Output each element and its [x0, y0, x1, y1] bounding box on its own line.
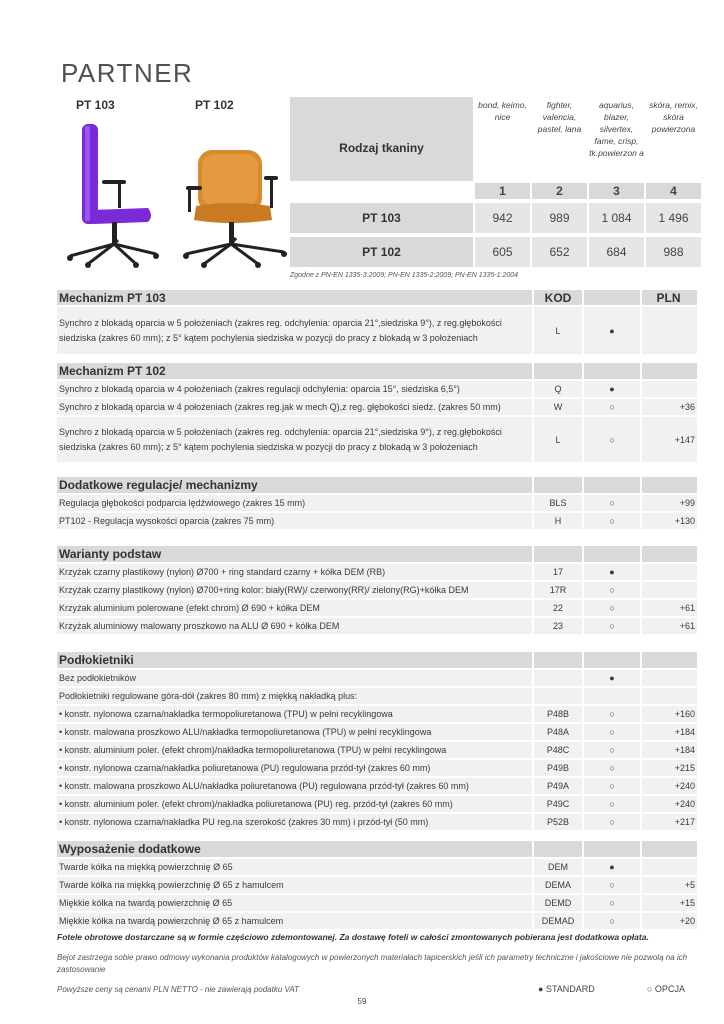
option-description: PT102 - Regulacja wysokości oparcia (zakres 75 mm) [57, 513, 532, 529]
option-code: Q [534, 381, 582, 397]
price-value: 989 [532, 203, 587, 233]
option-price: +184 [642, 724, 697, 740]
option-description: Synchro z blokadą oparcia w 4 położeniach (zakres regulacji odchylenia: oparcia 15°, siedziska 6,5°) [57, 381, 532, 397]
group-spacer [290, 183, 473, 199]
option-code: DEMA [534, 877, 582, 893]
option-row [57, 618, 701, 634]
option-row [57, 724, 701, 740]
option-code: L [534, 307, 582, 354]
section-armrests [57, 652, 701, 832]
option-code: P48B [534, 706, 582, 722]
option-price: +217 [642, 814, 697, 830]
model-label-pt102: PT 102 [195, 98, 234, 112]
option-row [57, 670, 701, 686]
standard-option-marker: ○ [584, 895, 640, 911]
option-code: DEMAD [534, 913, 582, 929]
section-title: Wyposażenie dodatkowe [57, 841, 532, 857]
option-price [642, 582, 697, 598]
option-price: +184 [642, 742, 697, 758]
option-row [57, 796, 701, 812]
standard-option-marker: ● [584, 859, 640, 875]
option-row [57, 895, 701, 911]
chair-image-pt102 [180, 148, 290, 268]
standard-option-marker: ● [584, 670, 640, 686]
option-description: Synchro z blokadą oparcia w 5 położeniach (zakres reg. odchylenia: oparcia 21°,siedziska 9°), z reg.głębokości siedziska (zakres 60 mm); z 5° kątem pochylenia siedziska w pozycji do pracy z blokadą w 3 położeniach [57, 307, 532, 354]
option-price: +240 [642, 796, 697, 812]
standard-option-marker: ○ [584, 913, 640, 929]
section-title: Dodatkowe regulacje/ mechanizmy [57, 477, 532, 493]
option-row [57, 417, 701, 462]
option-code: P48C [534, 742, 582, 758]
column-header-price: PLN [642, 290, 697, 305]
option-code: P52B [534, 814, 582, 830]
price-row-label: PT 102 [290, 237, 473, 267]
option-description: Krzyżak czarny plastikowy (nylon) Ø700 + ring standard czarny + kółka DEM (RB) [57, 564, 532, 580]
price-value: 988 [646, 237, 701, 267]
legend-standard: ● STANDARD [538, 984, 595, 994]
standard-option-marker: ○ [584, 724, 640, 740]
model-label-pt103: PT 103 [76, 98, 115, 112]
option-code: DEMD [534, 895, 582, 911]
option-row [57, 706, 701, 722]
option-row [57, 513, 701, 529]
standard-option-marker: ○ [584, 618, 640, 634]
option-row [57, 778, 701, 794]
standard-option-marker: ○ [584, 742, 640, 758]
standard-option-marker: ● [584, 381, 640, 397]
option-row [57, 399, 701, 415]
column-header-mark [584, 290, 640, 305]
price-table-header-row [290, 97, 701, 181]
legend-option: ○ OPCJA [647, 984, 685, 994]
section-base-variants [57, 546, 701, 636]
delivery-note: Fotele obrotowe dostarczane są w formie częściowo zdemontowanej. Za dostawę foteli w całości zmontowanych pobierana jest dodatkowa opłata. [57, 932, 649, 942]
option-code: BLS [534, 495, 582, 511]
option-description: Podłokietniki regulowane góra-dół (zakres 80 mm) z miękką nakładką plus: [57, 688, 532, 704]
option-description: Miękkie kółka na twardą powierzchnię Ø 65 [57, 895, 532, 911]
option-description: Krzyżak aluminiowy malowany proszkowo na ALU Ø 690 + kółka DEM [57, 618, 532, 634]
standard-option-marker: ○ [584, 778, 640, 794]
section-header [57, 546, 701, 562]
option-price: +160 [642, 706, 697, 722]
option-code: H [534, 513, 582, 529]
option-price: +5 [642, 877, 697, 893]
standards-note: Zgodne z PN-EN 1335-3:2009; PN-EN 1335-2:2009; PN-EN 1335-1:2004 [290, 272, 519, 279]
option-code [534, 670, 582, 686]
section-header [57, 363, 701, 379]
price-row-label: PT 103 [290, 203, 473, 233]
option-description: Krzyżak aluminium polerowane (efekt chrom) Ø 690 + kółka DEM [57, 600, 532, 616]
standard-option-marker: ○ [584, 760, 640, 776]
option-description: Miękkie kółka na twardą powierzchnię Ø 65 z hamulcem [57, 913, 532, 929]
option-price: +215 [642, 760, 697, 776]
disclaimer-note: Bejot zastrzega sobie prawo odmowy wykonania produktów katalogowych w powierzonych materiałach tapicerskich jeśli ich parametry techniczne i jakościowe nie pozwolą na ich zastosowanie [57, 953, 688, 974]
section-extra-adjustments [57, 477, 701, 531]
option-price: +240 [642, 778, 697, 794]
option-price: +15 [642, 895, 697, 911]
option-price [642, 307, 697, 354]
standard-option-marker: ○ [584, 513, 640, 529]
option-row [57, 877, 701, 893]
option-code: 23 [534, 618, 582, 634]
option-description: Bez podłokietników [57, 670, 532, 686]
option-code: 17R [534, 582, 582, 598]
option-row [57, 742, 701, 758]
section-header [57, 290, 701, 305]
option-code: 22 [534, 600, 582, 616]
option-description: • konstr. aluminium poler. (efekt chrom)/nakładka termopoliuretanowa (TPU) w pełni recyklingowa [57, 742, 532, 758]
standard-option-marker: ○ [584, 706, 640, 722]
price-value: 1 084 [589, 203, 644, 233]
option-description: Twarde kółka na miękką powierzchnię Ø 65 [57, 859, 532, 875]
option-code: P48A [534, 724, 582, 740]
price-table-group-row [290, 183, 701, 199]
page-number: 59 [357, 997, 367, 1006]
section-title: Warianty podstaw [57, 546, 532, 562]
fabric-type-label: Rodzaj tkaniny [290, 97, 473, 181]
option-description: • konstr. nylonowa czarna/nakładka poliuretanowa (PU) regulowana przód-tył (zakres 60 mm) [57, 760, 532, 776]
option-code: P49C [534, 796, 582, 812]
fabric-group-4-names: skóra, remix, skóra powierzona [646, 97, 701, 181]
section-title: Mechanizm PT 103 [57, 290, 532, 305]
option-row [57, 760, 701, 776]
column-header-code: KOD [534, 290, 582, 305]
group-number: 1 [475, 183, 530, 199]
chair-image-pt103 [60, 118, 160, 268]
option-description: • konstr. nylonowa czarna/nakładka PU reg.na szerokość (zakres 30 mm) i przód-tył (50 mm) [57, 814, 532, 830]
section-title: Mechanizm PT 102 [57, 363, 532, 379]
price-value: 652 [532, 237, 587, 267]
standard-option-marker: ○ [584, 399, 640, 415]
option-price: +61 [642, 618, 697, 634]
option-price [642, 859, 697, 875]
option-code: 17 [534, 564, 582, 580]
price-value: 1 496 [646, 203, 701, 233]
option-row [57, 495, 701, 511]
option-description: • konstr. aluminium poler. (efekt chrom)/nakładka poliuretanowa (PU) reg. przód-tył (zakres 60 mm) [57, 796, 532, 812]
standard-option-marker: ○ [584, 495, 640, 511]
price-row-pt103 [290, 203, 701, 233]
price-table [290, 97, 701, 269]
section-mech-pt102 [57, 363, 701, 464]
option-description: • konstr. malowana proszkowo ALU/nakładka poliuretanowa (PU) regulowana przód-tył (zakres 60 mm) [57, 778, 532, 794]
price-value: 605 [475, 237, 530, 267]
option-price [642, 381, 697, 397]
option-price: +147 [642, 417, 697, 462]
vat-note: Powyższe ceny są cenami PLN NETTO - nie zawierają podatku VAT [57, 985, 300, 994]
option-description: • konstr. malowana proszkowo ALU/nakładka termopoliuretanowa (TPU) w pełni recyklingowa [57, 724, 532, 740]
option-price: +36 [642, 399, 697, 415]
option-code: W [534, 399, 582, 415]
option-price [642, 564, 697, 580]
option-price: +99 [642, 495, 697, 511]
section-header [57, 841, 701, 857]
option-description: Krzyżak czarny plastikowy (nylon) Ø700+ring kolor: biały(RW)/ czerwony(RR)/ zielony(RG)+kółka DEM [57, 582, 532, 598]
option-description: Synchro z blokadą oparcia w 5 położeniach (zakres reg. odchylenia: oparcia 21°,siedziska 9°), z reg.głębokości siedziska (zakres 60 mm); z 5° kątem pochylenia siedziska w pozycji do pracy z blokadą w 3 położeniach [57, 417, 532, 462]
section-title: Podłokietniki [57, 652, 532, 668]
option-price [642, 670, 697, 686]
option-row [57, 381, 701, 397]
brand-title: PARTNER [61, 58, 194, 88]
option-row [57, 688, 701, 704]
option-row [57, 859, 701, 875]
standard-option-marker [584, 688, 640, 704]
option-description: Regulacja głębokości podparcia lędźwiowego (zakres 15 mm) [57, 495, 532, 511]
standard-option-marker: ○ [584, 814, 640, 830]
option-price: +130 [642, 513, 697, 529]
option-row [57, 913, 701, 929]
fabric-group-1-names: bond, keimo, nice [475, 97, 530, 181]
option-code: P49A [534, 778, 582, 794]
price-row-pt102 [290, 237, 701, 267]
price-value: 942 [475, 203, 530, 233]
option-code: DEM [534, 859, 582, 875]
option-row [57, 307, 701, 354]
option-row [57, 600, 701, 616]
group-number: 3 [589, 183, 644, 199]
group-number: 2 [532, 183, 587, 199]
section-mech-pt103 [57, 290, 701, 356]
option-price [642, 688, 697, 704]
option-description: Twarde kółka na miękką powierzchnię Ø 65 z hamulcem [57, 877, 532, 893]
group-number: 4 [646, 183, 701, 199]
section-extra-equipment [57, 841, 701, 931]
section-header [57, 477, 701, 493]
option-price: +61 [642, 600, 697, 616]
section-header [57, 652, 701, 668]
standard-option-marker: ○ [584, 417, 640, 462]
option-code [534, 688, 582, 704]
option-code: P49B [534, 760, 582, 776]
standard-option-marker: ○ [584, 796, 640, 812]
option-row [57, 564, 701, 580]
fabric-group-3-names: aquarius, blazer, silvertex, fame, crisp, tk.powierzon a [589, 97, 644, 181]
price-value: 684 [589, 237, 644, 267]
standard-option-marker: ○ [584, 582, 640, 598]
option-code: L [534, 417, 582, 462]
option-description: Synchro z blokadą oparcia w 4 położeniach (zakres reg.jak w mech Q),z reg. głębokości siedz. (zakres 50 mm) [57, 399, 532, 415]
fabric-group-2-names: fighter, valencia, pastel, lana [532, 97, 587, 181]
standard-option-marker: ○ [584, 877, 640, 893]
option-row [57, 814, 701, 830]
option-row [57, 582, 701, 598]
option-price: +20 [642, 913, 697, 929]
standard-option-marker: ● [584, 307, 640, 354]
standard-option-marker: ○ [584, 600, 640, 616]
standard-option-marker: ● [584, 564, 640, 580]
option-description: • konstr. nylonowa czarna/nakładka termopoliuretanowa (TPU) w pełni recyklingowa [57, 706, 532, 722]
